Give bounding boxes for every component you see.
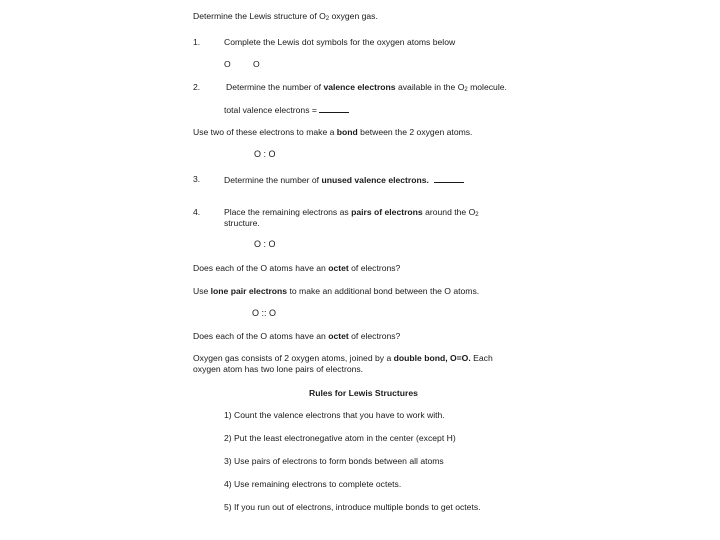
step-3-text: Determine the number of unused valence electrons. — [224, 174, 464, 186]
step-1-number: 1. — [193, 37, 201, 47]
summary-line-1: Oxygen gas consists of 2 oxygen atoms, joined by a double bond, O=O. Each — [193, 353, 493, 363]
step-4-text-line2: structure. — [224, 218, 260, 228]
step-4-text: Place the remaining electrons as pairs of electrons around the $O_2$ — [224, 207, 479, 218]
step-4-number: 4. — [193, 207, 201, 217]
step-2-text: Determine the number of valence electrons available in the $O_2$ molecule. — [226, 82, 507, 93]
unused-electrons-blank[interactable] — [434, 174, 464, 183]
lone-pair-instruction: Use lone pair electrons to make an additional bond between the O atoms. — [193, 286, 480, 296]
rules-heading: Rules for Lewis Structures — [309, 388, 418, 398]
rule-item: 1) Count the valence electrons that you have to work with. — [224, 410, 445, 420]
molecule-lone-pairs: O : O — [254, 239, 276, 249]
worksheet-title: Determine the Lewis structure of $O_2$ oxygen gas. — [193, 11, 378, 22]
total-valence-line: total valence electrons = — [224, 104, 349, 116]
oxygen-atom-right: O — [253, 59, 260, 69]
molecule-double-bond: O :: O — [252, 308, 277, 318]
rule-item: 5) If you run out of electrons, introduce multiple bonds to get octets. — [224, 502, 481, 512]
molecule-single-bond: O : O — [254, 149, 276, 159]
octet-question-1: Does each of the O atoms have an octet of electrons? — [193, 263, 401, 273]
oxygen-atom-left: O — [224, 59, 231, 69]
octet-question-2: Does each of the O atoms have an octet of electrons? — [193, 331, 401, 341]
step-3-number: 3. — [193, 174, 201, 184]
step-1-text: Complete the Lewis dot symbols for the oxygen atoms below — [224, 37, 456, 47]
rule-item: 3) Use pairs of electrons to form bonds between all atoms — [224, 456, 444, 466]
total-valence-blank[interactable] — [319, 104, 349, 113]
step-2-number: 2. — [193, 82, 201, 92]
summary-line-2: oxygen atom has two lone pairs of electrons. — [193, 364, 364, 374]
bond-instruction: Use two of these electrons to make a bond between the 2 oxygen atoms. — [193, 127, 473, 137]
rule-item: 2) Put the least electronegative atom in the center (except H) — [224, 433, 456, 443]
rule-item: 4) Use remaining electrons to complete octets. — [224, 479, 402, 489]
